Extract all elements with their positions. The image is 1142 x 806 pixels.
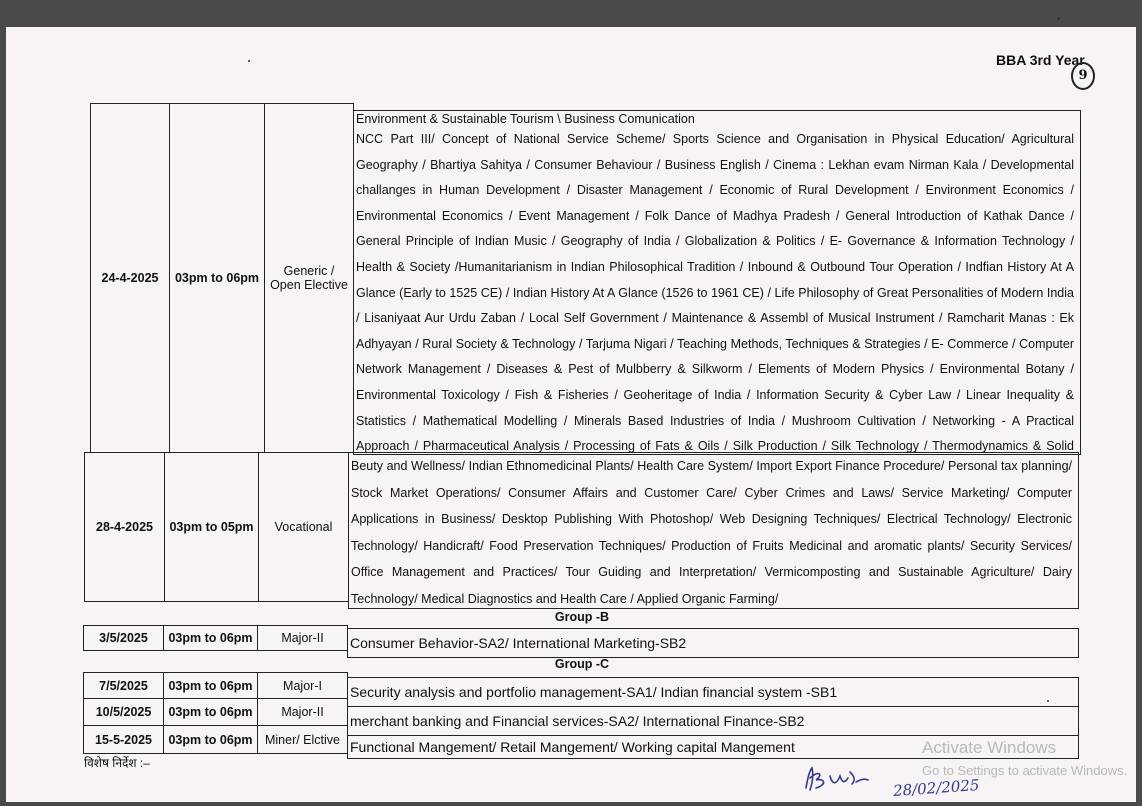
row1-subjects <box>353 110 1081 455</box>
groupc-row1-date: 7/5/2025 <box>83 672 164 699</box>
row1-date: 24-4-2025 <box>90 103 170 453</box>
row1-subjects-first: Environment & Sustainable Tourism \ Business Comunication <box>356 112 695 126</box>
row1-subjects-list: NCC Part III/ Concept of National Service Scheme/ Sports Science and Organisation in Physical Education/ Agricultural Geography / Bhartiya Sahitya / Consumer Behaviour / Business English / Cinema : Lekhan evam Nirman Kala / Developmental challanges in Human Development / Disaster Management / Economic of Rural Development / Environment Economics / Environmental Economics / Event Management / Folk Dance of Madhya Pradesh / General Introduction of Kathak Dance / General Principle of Indian Music / Geography of India / Globalization & Politics / E- Governance & Information Technology / Health & Society /Humanitarianism in Indian Philosophical Tradition / Inbound & Outbound Tour Operation / Indfian History At A Glance (Early to 1525 CE) / Indian History At A Glance (1526 to 1961 CE) / Life Philosophy of Great Personalities of Modern India / Lisaniyaat Aur Urdu Zaban / Local Self Government / Maintenance & Assembl of Musical Instrument / Ramcharit Manas : Ek Adhyayan / Rural Society & Technology / Tarjuma Nigari / Teaching Methods, Techniques & Strategies / E- Commerce / Computer Network Management / Diseases & Pest of Mulbberry & Silkworm / Elements of Modern Physics / Environmental Botany / Environmental Toxicology / Fish & Fisheries / Geoheritage of India / Information Security & Cyber Law / Linear Inequality & Statistics / Mathematical Modelling / Minerals Based Industries of India / Mushroom Cultivation / Networking - A Practical Approach / Pharmaceutical Analysis / Processing of Fats & Oils / Silk Production / Silk Technology / Thermodynamics & Solid <box>356 132 1074 454</box>
scan-speck <box>1047 700 1049 702</box>
groupc-row1-time: 03pm to 06pm <box>163 672 258 699</box>
groupb-row1-date: 3/5/2025 <box>83 625 164 651</box>
scan-speck <box>248 60 250 62</box>
row2-subjects: Beuty and Wellness/ Indian Ethnomedicinal Plants/ Health Care System/ Import Export Finance Procedure/ Personal tax planning/ Stock Market Operations/ Consumer Affairs and Customer Care/ Cyber Crimes and Laws/ Service Marketing/ Computer Applications in Business/ Desktop Publishing With Photoshop/ Web Designing Techniques/ Electrical Technology/ Electronic Technology/ Handicraft/ Food Preservation Techniques/ Production of Fruits Medicinal and aromatic plants/ Security Services/ Office Management and Practices/ Tour Guiding and Interpretation/ Vermicomposting and Sustainable Agriculture/ Dairy Technology/ Medical Diagnostics and Health Care / Applied Organic Farming/ <box>348 452 1079 609</box>
special-instructions-label: विशेष निर्देश :– <box>84 756 150 770</box>
scan-speck <box>1057 17 1060 20</box>
signature-date: 28/02/2025 <box>892 776 980 800</box>
groupc-row3-category: Miner/ Elctive <box>257 725 348 754</box>
row2-time: 03pm to 05pm <box>164 452 259 602</box>
groupc-row3-subjects: Functional Mangement/ Retail Mangement/ Working capital Mangement <box>347 735 1079 759</box>
activate-windows-watermark: Activate Windows <box>922 738 1057 757</box>
groupc-row1-category: Major-I <box>257 672 348 699</box>
row2-date: 28-4-2025 <box>84 452 165 602</box>
groupc-row2-subjects: merchant banking and Financial services-SA2/ International Finance-SB2 <box>347 706 1079 736</box>
handwritten-signature <box>800 762 875 794</box>
activate-windows-hint: Go to Settings to activate Windows. <box>922 763 1128 778</box>
group-b-title: Group -B <box>554 610 610 624</box>
groupb-row1-category: Major-II <box>257 625 348 651</box>
row2-category: Vocational <box>258 452 349 602</box>
row1-category <box>264 103 354 453</box>
groupc-row3-time: 03pm to 06pm <box>163 725 258 754</box>
groupc-row2-time: 03pm to 06pm <box>163 698 258 726</box>
row1-time: 03pm to 06pm <box>169 103 265 453</box>
groupc-row1-subjects: Security analysis and portfolio management-SA1/ Indian financial system -SB1 <box>347 677 1079 707</box>
groupb-row1-subjects: Consumer Behavior-SA2/ International Marketing-SB2 <box>347 628 1079 658</box>
groupc-row2-category: Major-II <box>257 698 348 726</box>
groupc-row2-date: 10/5/2025 <box>83 698 164 726</box>
group-c-title: Group -C <box>554 657 610 671</box>
row1-category-line1: Generic / <box>283 264 335 278</box>
row1-category-line2: Open Elective <box>270 278 348 292</box>
groupb-row1-time: 03pm to 06pm <box>163 625 258 651</box>
class-year-heading: BBA 3rd Year <box>996 52 1085 68</box>
page-number: 9 <box>1071 62 1095 90</box>
groupc-row3-date: 15-5-2025 <box>83 725 164 754</box>
